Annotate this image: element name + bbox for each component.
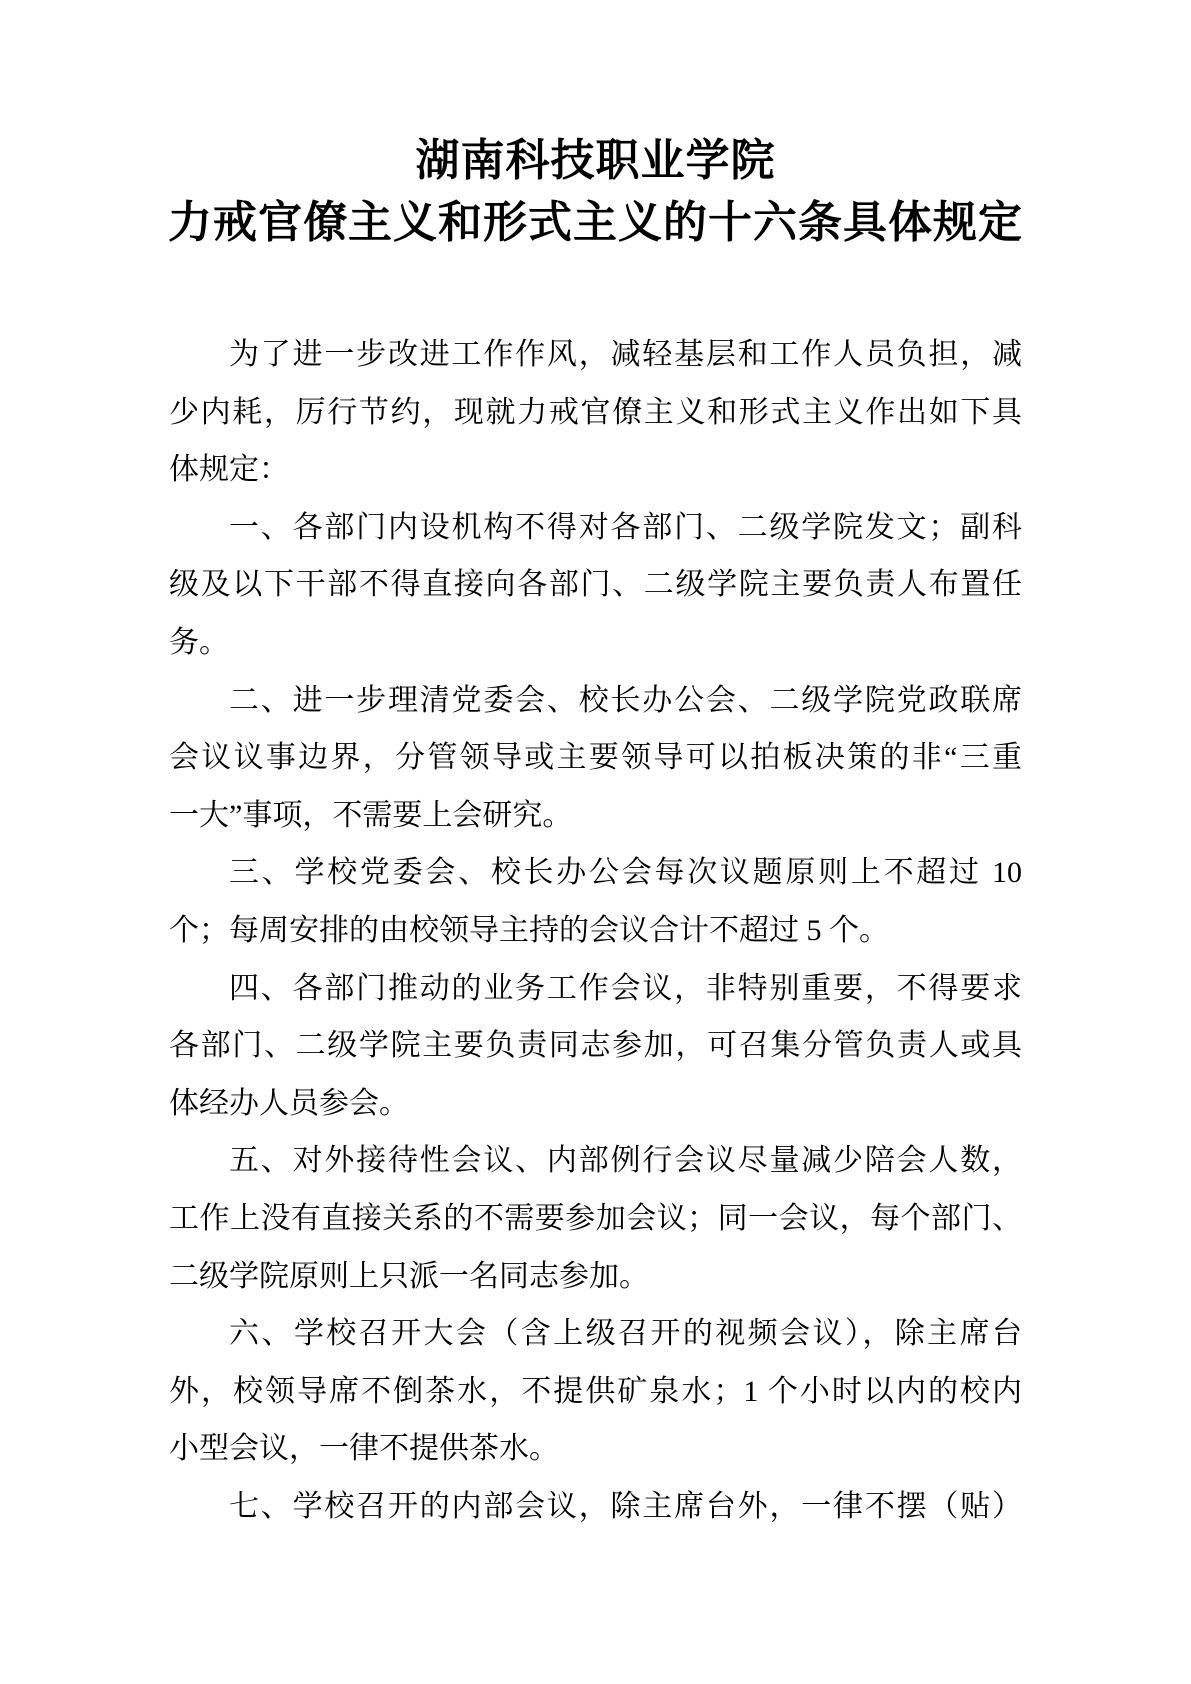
document-line: 七、学校召开的内部会议，除主席台外，一律不摆（贴）: [229, 1489, 1022, 1523]
paragraph-item-2: [169, 672, 1022, 845]
document-line: 务。: [169, 625, 229, 659]
document-line: 级及以下干部不得直接向各部门、二级学院主要负责人布置任: [169, 568, 1022, 602]
document-line: 外，校领导席不倒茶水，不提供矿泉水；1 个小时以内的校内: [169, 1374, 1022, 1408]
document-line: 二、进一步理清党委会、校长办公会、二级学院党政联席: [229, 683, 1022, 717]
document-body: [169, 326, 1022, 1535]
document-line: 六、学校召开大会（含上级召开的视频会议），除主席台: [229, 1317, 1022, 1351]
document-line: 体规定：: [169, 453, 289, 487]
document-line: 四、各部门推动的业务工作会议，非特别重要，不得要求: [229, 971, 1022, 1005]
document-line: 一大”事项，不需要上会研究。: [169, 798, 573, 832]
document-line: 小型会议，一律不提供茶水。: [169, 1432, 559, 1466]
document-line: 工作上没有直接关系的不需要参加会议；同一会议，每个部门、: [169, 1201, 1022, 1235]
document-title-line-2: 力戒官僚主义和形式主义的十六条具体规定: [168, 198, 1023, 247]
paragraph-item-4: [169, 960, 1022, 1133]
paragraph-item-5: [169, 1132, 1022, 1305]
document-title: [0, 0, 1191, 254]
paragraph-intro: [169, 326, 1022, 499]
paragraph-item-1: [169, 499, 1022, 672]
paragraph-item-6: [169, 1305, 1022, 1478]
document-title-line-1: 湖南科技职业学院: [415, 136, 776, 185]
document-line: 各部门、二级学院主要负责同志参加，可召集分管负责人或具: [169, 1029, 1022, 1063]
document-line: 三、学校党委会、校长办公会每次议题原则上不超过 10: [229, 856, 1022, 890]
document-line: 为了进一步改进工作作风，减轻基层和工作人员负担，减: [229, 338, 1022, 371]
document-line: 体经办人员参会。: [169, 1086, 409, 1120]
paragraph-item-7: [169, 1478, 1022, 1536]
document-line: 二级学院原则上只派一名同志参加。: [169, 1259, 649, 1293]
document-line: 会议议事边界，分管领导或主要领导可以拍板决策的非“三重: [169, 741, 1022, 775]
document-line: 个；每周安排的由校领导主持的会议合计不超过 5 个。: [169, 913, 889, 947]
document-line: 五、对外接待性会议、内部例行会议尽量减少陪会人数，: [229, 1144, 1022, 1178]
document-line: 少内耗，厉行节约，现就力戒官僚主义和形式主义作出如下具: [169, 395, 1022, 429]
paragraph-item-3: [169, 844, 1022, 959]
document-line: 一、各部门内设机构不得对各部门、二级学院发文；副科: [229, 510, 1022, 544]
